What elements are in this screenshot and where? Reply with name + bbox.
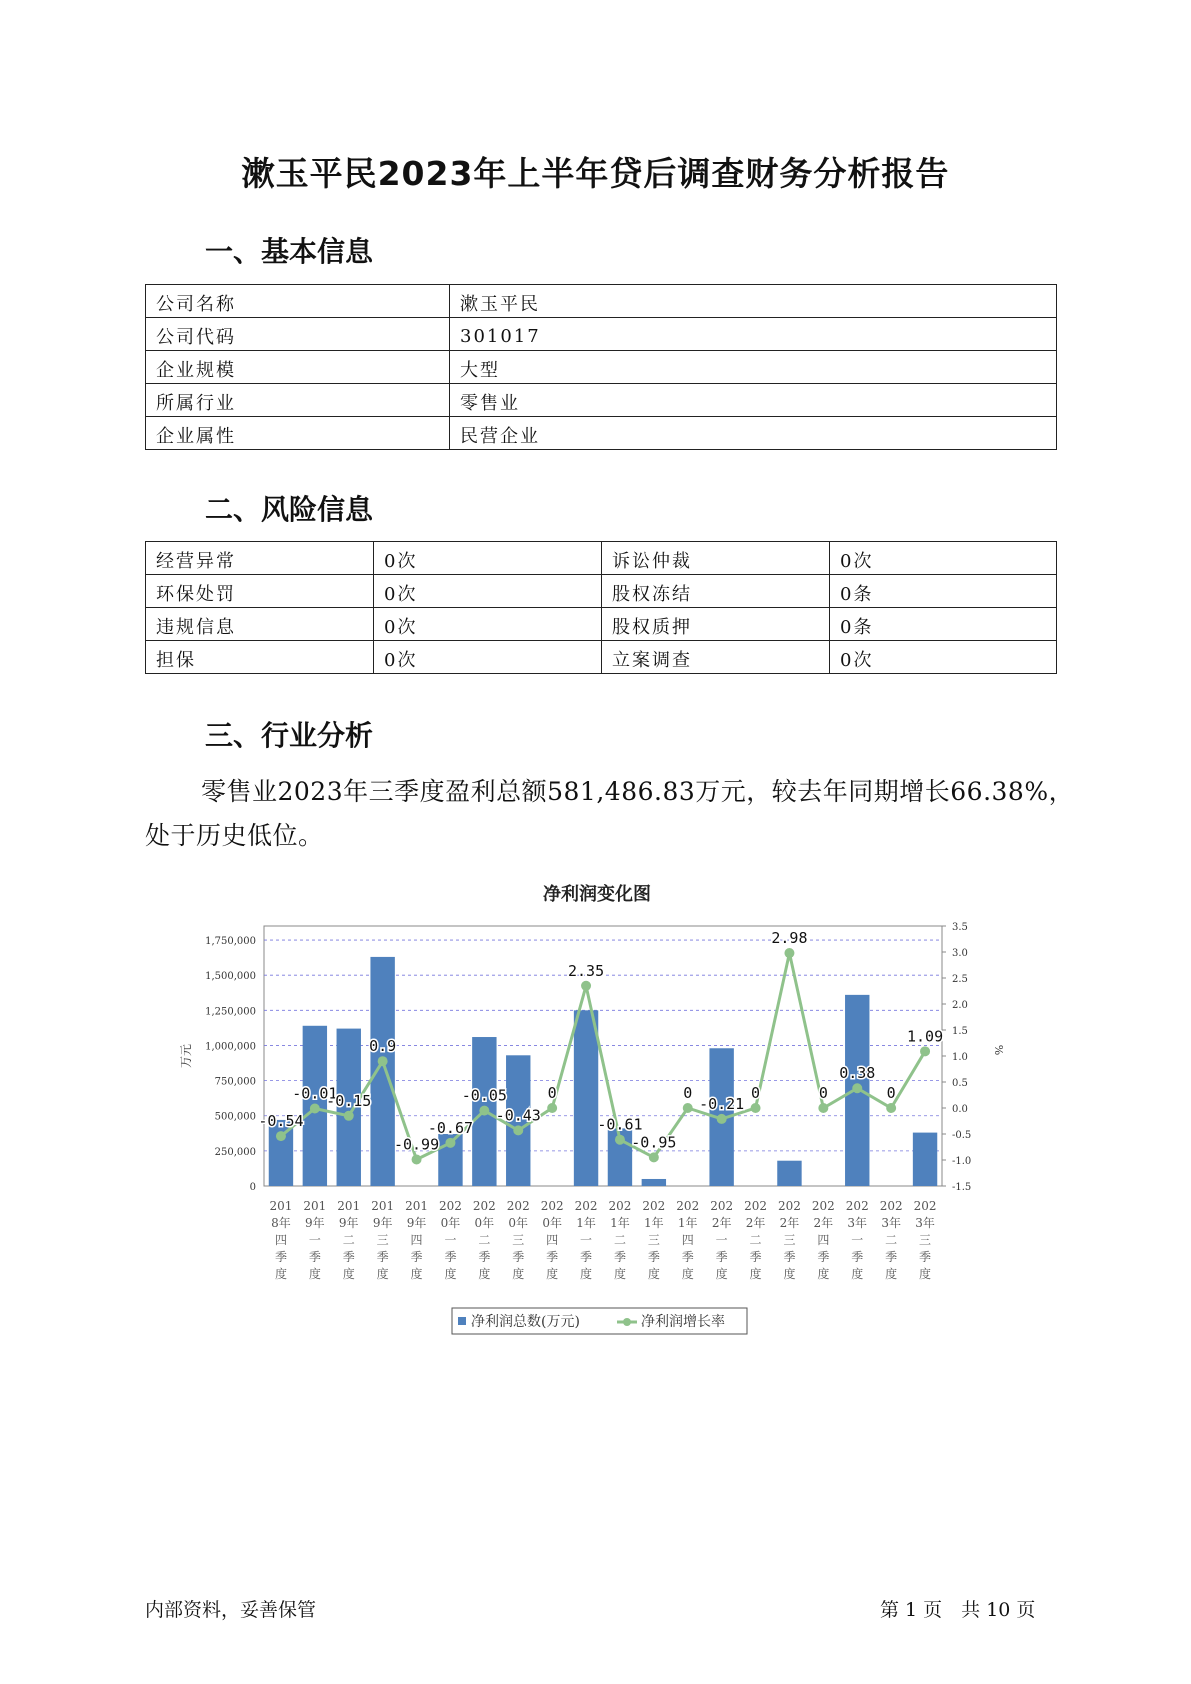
x-tick-label: 202 (744, 1199, 768, 1213)
x-tick-label: 季 (376, 1250, 389, 1264)
x-tick-label: 202 (913, 1199, 937, 1213)
growth-point (615, 1135, 625, 1145)
x-tick-label: 季 (308, 1250, 321, 1264)
x-tick-label: 季 (274, 1250, 287, 1264)
section-heading-basic-info: 一、基本信息 (205, 235, 374, 268)
x-tick-label: 季 (444, 1250, 457, 1264)
risk-label: 环保处罚 (146, 575, 374, 608)
x-tick-label: 0年 (474, 1216, 495, 1230)
x-tick-label: 四 (274, 1233, 287, 1247)
basic-info-value: 民营企业 (450, 417, 1057, 450)
x-tick-label: 四 (681, 1233, 694, 1247)
basic-info-value: 大型 (450, 351, 1057, 384)
x-tick-label: 202 (506, 1199, 530, 1213)
x-tick-label: 季 (919, 1250, 932, 1264)
bar (642, 1179, 666, 1186)
data-label: 0 (751, 1084, 761, 1102)
x-tick-label: 度 (342, 1267, 355, 1281)
x-tick-label: 三 (376, 1233, 389, 1247)
x-tick-label: 度 (817, 1267, 830, 1281)
y2-tick-label: 0.0 (952, 1104, 968, 1115)
data-label: 0 (683, 1084, 693, 1102)
risk-label: 经营异常 (146, 542, 374, 575)
x-tick-label: 一 (308, 1233, 321, 1247)
x-tick-label: 季 (817, 1250, 830, 1264)
x-tick-label: 1年 (644, 1216, 664, 1230)
x-tick-label: 季 (851, 1250, 864, 1264)
basic-info-value: 零售业 (450, 384, 1057, 417)
growth-point (378, 1056, 388, 1066)
page-number: 第 1 页 共 10 页 (880, 1599, 1036, 1621)
x-tick-label: 1年 (610, 1216, 630, 1230)
x-tick-label: 9年 (406, 1216, 427, 1230)
y2-tick-label: 2.0 (952, 1000, 968, 1011)
growth-point (479, 1106, 489, 1116)
x-tick-label: 季 (885, 1250, 898, 1264)
data-label: -0.67 (427, 1118, 474, 1137)
bar (913, 1133, 937, 1186)
net-profit-chart (0, 870, 1191, 1340)
x-tick-label: 二 (342, 1233, 355, 1247)
x-tick-label: 一 (580, 1233, 593, 1247)
x-tick-label: 二 (749, 1233, 762, 1247)
y2-tick-label: 3.5 (952, 922, 968, 933)
data-label: -0.21 (699, 1094, 745, 1113)
x-tick-label: 3年 (847, 1216, 868, 1230)
x-tick-label: 度 (783, 1267, 796, 1281)
x-tick-label: 9年 (372, 1216, 393, 1230)
x-tick-label: 2年 (813, 1216, 834, 1230)
x-tick-label: 季 (783, 1250, 796, 1264)
x-tick-label: 季 (580, 1250, 593, 1264)
data-label: -0.99 (393, 1135, 440, 1154)
x-tick-label: 202 (777, 1199, 801, 1213)
x-tick-label: 度 (885, 1267, 898, 1281)
data-label: 2.35 (567, 961, 605, 980)
x-tick-label: 一 (444, 1233, 457, 1247)
growth-point (751, 1103, 761, 1113)
x-tick-label: 二 (478, 1233, 491, 1247)
x-tick-label: 度 (376, 1267, 389, 1281)
x-tick-label: 二 (885, 1233, 898, 1247)
table-row (146, 351, 1057, 384)
x-tick-label: 3年 (881, 1216, 901, 1230)
basic-info-label: 公司名称 (146, 285, 450, 318)
x-tick-label: 202 (811, 1199, 835, 1213)
growth-point (920, 1046, 930, 1056)
data-label: 0.38 (839, 1064, 876, 1083)
growth-point (344, 1111, 354, 1121)
x-tick-label: 季 (613, 1250, 626, 1264)
analysis-paragraph: 零售业2023年三季度盈利总额581,486.83万元，较去年同期增长66.38%，处于历史低位。 (145, 777, 1075, 850)
data-label: 1.09 (906, 1027, 944, 1046)
data-label: -0.61 (597, 1115, 643, 1134)
x-tick-label: 201 (405, 1199, 429, 1213)
y-tick-label: 250,000 (214, 1146, 256, 1158)
x-tick-label: 一 (715, 1233, 728, 1247)
x-tick-label: 202 (845, 1199, 869, 1213)
x-tick-label: 0年 (508, 1216, 529, 1230)
section-heading-risk-info: 二、风险信息 (205, 493, 374, 526)
growth-point (717, 1114, 727, 1124)
x-tick-label: 0年 (440, 1216, 461, 1230)
x-tick-label: 0年 (542, 1216, 562, 1230)
growth-point (310, 1104, 320, 1114)
risk-value: 0条 (830, 608, 1057, 641)
data-label: -0.54 (258, 1112, 304, 1131)
risk-label: 立案调查 (602, 641, 830, 674)
y-tick-label: 1,000,000 (205, 1041, 256, 1053)
x-tick-label: 度 (851, 1267, 864, 1281)
x-tick-label: 2年 (711, 1216, 732, 1230)
y2-tick-label: 1.0 (952, 1052, 968, 1063)
chart-svg (0, 870, 1191, 1340)
basic-info-table (145, 284, 1057, 450)
x-tick-label: 三 (647, 1233, 660, 1247)
growth-point (581, 981, 591, 991)
x-tick-label: 1年 (677, 1216, 698, 1230)
x-tick-label: 度 (410, 1267, 423, 1281)
risk-label: 违规信息 (146, 608, 374, 641)
x-tick-label: 季 (410, 1250, 423, 1264)
x-tick-label: 四 (546, 1233, 559, 1247)
risk-value: 0次 (374, 608, 602, 641)
x-tick-label: 202 (540, 1199, 564, 1213)
x-tick-label: 度 (647, 1267, 660, 1281)
x-tick-label: 201 (303, 1199, 327, 1213)
x-tick-label: 度 (444, 1267, 457, 1281)
x-tick-label: 季 (342, 1250, 355, 1264)
x-tick-label: 季 (647, 1250, 660, 1264)
risk-label: 股权冻结 (602, 575, 830, 608)
x-tick-label: 季 (512, 1250, 525, 1264)
growth-point (683, 1103, 693, 1113)
x-tick-label: 季 (715, 1250, 728, 1264)
bar (369, 957, 397, 1186)
data-label: 2.98 (771, 929, 808, 948)
x-tick-label: 9年 (338, 1216, 359, 1230)
x-tick-label: 度 (715, 1267, 728, 1281)
x-tick-label: 202 (879, 1199, 903, 1213)
x-tick-label: 三 (512, 1233, 525, 1247)
x-tick-label: 202 (710, 1199, 734, 1213)
x-tick-label: 三 (783, 1233, 796, 1247)
x-tick-label: 季 (681, 1250, 694, 1264)
y-tick-label: 1,750,000 (205, 936, 256, 948)
x-tick-label: 度 (274, 1267, 287, 1281)
x-tick-label: 2年 (745, 1216, 766, 1230)
section-heading-industry-analysis: 三、行业分析 (205, 719, 374, 752)
x-tick-label: 季 (478, 1250, 491, 1264)
x-tick-label: 度 (919, 1267, 932, 1281)
risk-value: 0次 (830, 641, 1057, 674)
x-tick-label: 度 (681, 1267, 694, 1281)
x-tick-label: 201 (269, 1199, 293, 1213)
basic-info-value: 漱玉平民 (450, 285, 1057, 318)
y-tick-label: 0 (249, 1182, 256, 1193)
risk-label: 诉讼仲裁 (602, 542, 830, 575)
y2-tick-label: 3.0 (952, 948, 968, 959)
x-tick-label: 季 (546, 1250, 559, 1264)
y-tick-label: 1,500,000 (205, 971, 256, 983)
x-tick-label: 二 (613, 1233, 626, 1247)
risk-value: 0次 (830, 542, 1057, 575)
table-row (146, 318, 1057, 351)
risk-value: 0次 (374, 542, 602, 575)
growth-point (276, 1131, 286, 1141)
risk-info-table (145, 541, 1057, 674)
y2-tick-label: 2.5 (952, 974, 968, 985)
risk-value: 0条 (830, 575, 1057, 608)
table-row (146, 384, 1057, 417)
x-tick-label: 度 (546, 1267, 559, 1281)
basic-info-label: 公司代码 (146, 318, 450, 351)
risk-value: 0次 (374, 575, 602, 608)
x-tick-label: 202 (608, 1199, 632, 1213)
footer-note: 内部资料，妥善保管 (145, 1599, 317, 1621)
legend-bar-label: 净利润总数(万元) (471, 1314, 580, 1330)
x-tick-label: 202 (642, 1199, 666, 1213)
growth-point (547, 1103, 557, 1113)
data-label: 0 (547, 1084, 557, 1102)
x-tick-label: 度 (580, 1267, 593, 1281)
table-row (146, 285, 1057, 318)
data-label: -0.01 (292, 1084, 338, 1103)
data-label: 0 (886, 1084, 896, 1102)
growth-point (818, 1103, 828, 1113)
risk-label: 股权质押 (602, 608, 830, 641)
basic-info-label: 企业属性 (146, 417, 450, 450)
x-tick-label: 度 (749, 1267, 762, 1281)
x-tick-label: 8年 (271, 1216, 291, 1230)
x-tick-label: 3年 (915, 1216, 935, 1230)
risk-value: 0次 (374, 641, 602, 674)
legend-line-marker (623, 1318, 631, 1326)
y-axis-label: 万元 (179, 1043, 193, 1069)
table-row (146, 608, 1057, 641)
x-tick-label: 度 (308, 1267, 321, 1281)
y-tick-label: 1,250,000 (205, 1006, 256, 1018)
x-tick-label: 202 (472, 1199, 496, 1213)
x-tick-label: 一 (851, 1233, 864, 1247)
y2-axis-label: % (992, 1044, 1005, 1056)
basic-info-value: 301017 (450, 318, 1057, 351)
growth-point (445, 1138, 455, 1148)
basic-info-label: 所属行业 (146, 384, 450, 417)
data-label: 0.9 (369, 1037, 397, 1056)
legend-bar-swatch (458, 1317, 466, 1325)
x-tick-label: 三 (919, 1233, 932, 1247)
data-label: -0.43 (495, 1106, 541, 1125)
table-row (146, 417, 1057, 450)
data-label: 0 (818, 1084, 828, 1102)
y2-tick-label: 0.5 (952, 1078, 968, 1089)
y2-tick-label: -0.5 (952, 1130, 972, 1141)
growth-point (412, 1154, 422, 1164)
legend-line-label: 净利润增长率 (641, 1314, 725, 1330)
x-tick-label: 四 (817, 1233, 830, 1247)
risk-label: 担保 (146, 641, 374, 674)
basic-info-label: 企业规模 (146, 351, 450, 384)
x-tick-label: 四 (410, 1233, 423, 1247)
y2-tick-label: -1.5 (952, 1182, 972, 1193)
x-tick-label: 202 (574, 1199, 598, 1213)
data-label: -0.15 (326, 1091, 372, 1110)
page-title: 漱玉平民2023年上半年贷后调查财务分析报告 (241, 154, 950, 193)
x-tick-label: 度 (478, 1267, 491, 1281)
growth-point (513, 1125, 523, 1135)
growth-point (852, 1083, 862, 1093)
x-tick-label: 9年 (305, 1216, 325, 1230)
x-tick-label: 201 (337, 1199, 361, 1213)
x-tick-label: 度 (512, 1267, 525, 1281)
x-tick-label: 度 (613, 1267, 626, 1281)
data-label: -0.05 (461, 1086, 507, 1105)
table-row (146, 542, 1057, 575)
y2-tick-label: 1.5 (952, 1026, 968, 1037)
x-tick-label: 202 (676, 1199, 700, 1213)
x-tick-label: 202 (438, 1199, 462, 1213)
bar (777, 1161, 801, 1186)
x-tick-label: 2年 (779, 1216, 800, 1230)
table-row (146, 575, 1057, 608)
y-tick-label: 500,000 (214, 1111, 256, 1123)
y2-tick-label: -1.0 (952, 1156, 972, 1167)
bar (574, 1010, 598, 1186)
growth-point (886, 1103, 896, 1113)
growth-point (649, 1152, 659, 1162)
y-tick-label: 750,000 (214, 1076, 256, 1088)
data-label: -0.95 (631, 1133, 677, 1152)
x-tick-label: 1年 (576, 1216, 596, 1230)
growth-point (784, 948, 794, 958)
chart-title: 净利润变化图 (543, 884, 651, 905)
x-tick-label: 201 (371, 1199, 395, 1213)
x-tick-label: 季 (749, 1250, 762, 1264)
table-row (146, 641, 1057, 674)
